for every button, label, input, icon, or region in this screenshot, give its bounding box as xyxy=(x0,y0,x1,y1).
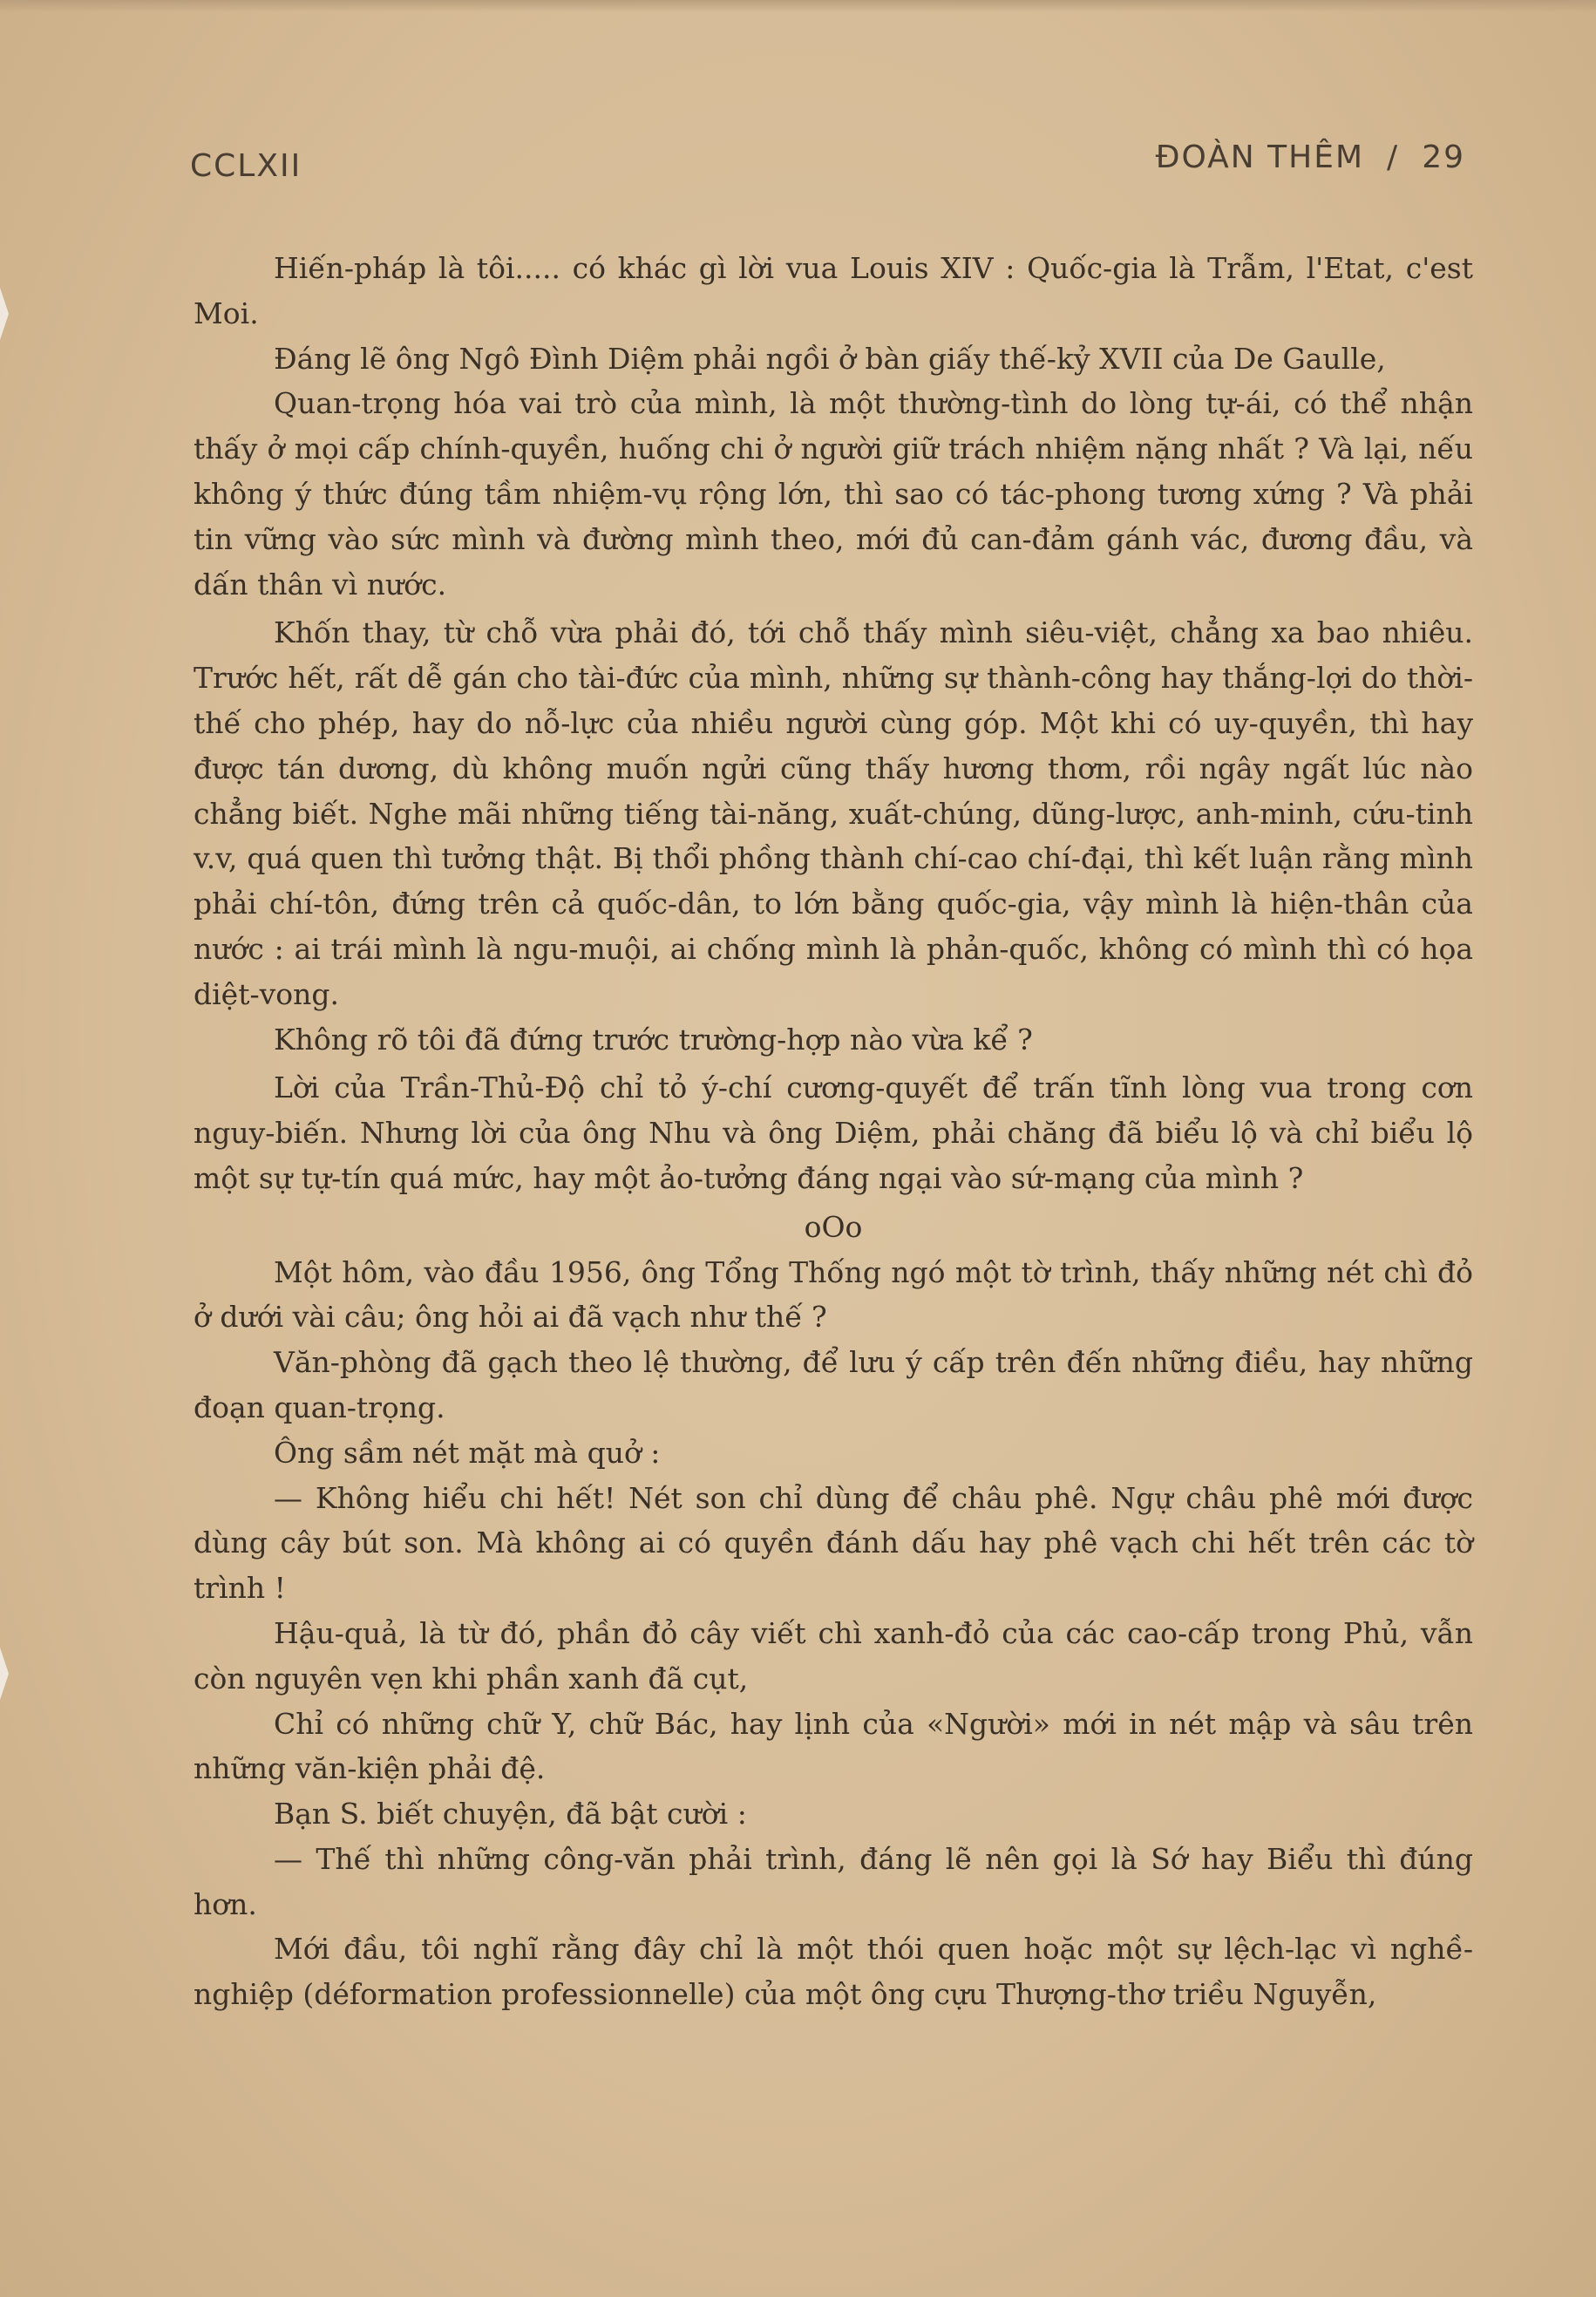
page-edge-notch xyxy=(0,1648,9,1700)
paragraph: Chỉ có những chữ Y, chữ Bác, hay lịnh của «Người» mới in nét mập và sâu trên những văn-kiện phải đệ. xyxy=(194,1706,1473,1786)
header-right xyxy=(1156,139,1465,175)
page-top-edge xyxy=(0,0,1596,12)
page-body xyxy=(194,246,1473,2017)
section-number: CCLXII xyxy=(190,148,302,184)
paragraph: Đáng lẽ ông Ngô Đình Diệm phải ngồi ở bàn giấy thế-kỷ XVII của De Gaulle, xyxy=(274,341,1386,376)
paragraph: — Không hiểu chi hết! Nét son chỉ dùng để châu phê. Ngự châu phê mới được dùng cây bút son. Mà không ai có quyền đánh dấu hay phê vạch chi hết trên các tờ trình ! xyxy=(194,1480,1473,1606)
section-divider: oOo xyxy=(804,1209,863,1244)
paragraph: Quan-trọng hóa vai trò của mình, là một thường-tình do lòng tự-ái, có thể nhận thấy ở mọi cấp chính-quyền, huống chi ở người giữ trách nhiệm nặng nhất ? Và lại, nếu không ý thức đúng tầm nhiệm-vụ rộng lớn, thì sao có tác-phong tương xứng ? Và phải tin vững vào sức mình và đường mình theo, mới đủ can-đảm gánh vác, đương đầu, và dấn thân vì nước. xyxy=(194,386,1473,601)
paragraph: Ông sầm nét mặt mà quở : xyxy=(274,1435,661,1470)
paragraph: — Thế thì những công-văn phải trình, đáng lẽ nên gọi là Sớ hay Biểu thì đúng hơn. xyxy=(194,1841,1473,1921)
paragraph: Lời của Trần-Thủ-Độ chỉ tỏ ý-chí cương-quyết để trấn tĩnh lòng vua trong cơn nguy-biến. Nhưng lời của ông Nhu và ông Diệm, phải chăng đã biểu lộ và chỉ biểu lộ một sự tự-tín quá mức, hay một ảo-tưởng đáng ngại vào sứ-mạng của mình ? xyxy=(194,1070,1473,1195)
page-edge-notch xyxy=(0,288,9,340)
paragraph: Khốn thay, từ chỗ vừa phải đó, tới chỗ thấy mình siêu-việt, chẳng xa bao nhiêu. Trước hết, rất dễ gán cho tài-đức của mình, những sự thành-công hay thắng-lợi do thời-thế cho phép, hay do nỗ-lực của nhiều người cùng góp. Một khi có uy-quyền, thì hay được tán dương, dù không muốn ngửi cũng thấy hương thơm, rồi ngây ngất lúc nào chẳng biết. Nghe mãi những tiếng tài-năng, xuất-chúng, dũng-lược, anh-minh, cứu-tinh v.v, quá quen thì tưởng thật. Bị thổi phồng thành chí-cao chí-đại, thì kết luận rằng mình phải chí-tôn, đứng trên cả quốc-dân, to lớn bằng quốc-gia, vậy mình là hiện-thân của nước : ai trái mình là ngu-muội, ai chống mình là phản-quốc, không có mình thì có họa diệt-vong. xyxy=(194,615,1473,1011)
page-number: 29 xyxy=(1422,139,1465,175)
paragraph: Mới đầu, tôi nghĩ rằng đây chỉ là một thói quen hoặc một sự lệch-lạc vì nghề-nghiệp (déformation professionnelle) của một ông cựu Thượng-thơ triều Nguyễn, xyxy=(194,1932,1473,2012)
header-separator: / xyxy=(1387,139,1400,175)
paragraph: Một hôm, vào đầu 1956, ông Tổng Thống ngó một tờ trình, thấy những nét chì đỏ ở dưới vài câu; ông hỏi ai đã vạch như thế ? xyxy=(194,1254,1473,1335)
paragraph: Bạn S. biết chuyện, đã bật cười : xyxy=(274,1797,747,1831)
paragraph: Văn-phòng đã gạch theo lệ thường, để lưu ý cấp trên đến những điều, hay những đoạn quan-trọng. xyxy=(194,1345,1473,1424)
running-title: ĐOÀN THÊM xyxy=(1155,139,1365,175)
page-header xyxy=(190,139,1465,192)
paragraph: Không rõ tôi đã đứng trước trường-hợp nào vừa kể ? xyxy=(274,1022,1033,1057)
paragraph: Hiến-pháp là tôi..... có khác gì lời vua Louis XIV : Quốc-gia là Trẫm, l'Etat, c'est Moi. xyxy=(194,251,1473,330)
paragraph: Hậu-quả, là từ đó, phần đỏ cây viết chì xanh-đỏ của các cao-cấp trong Phủ, vẫn còn nguyên vẹn khi phần xanh đã cụt, xyxy=(194,1615,1473,1696)
